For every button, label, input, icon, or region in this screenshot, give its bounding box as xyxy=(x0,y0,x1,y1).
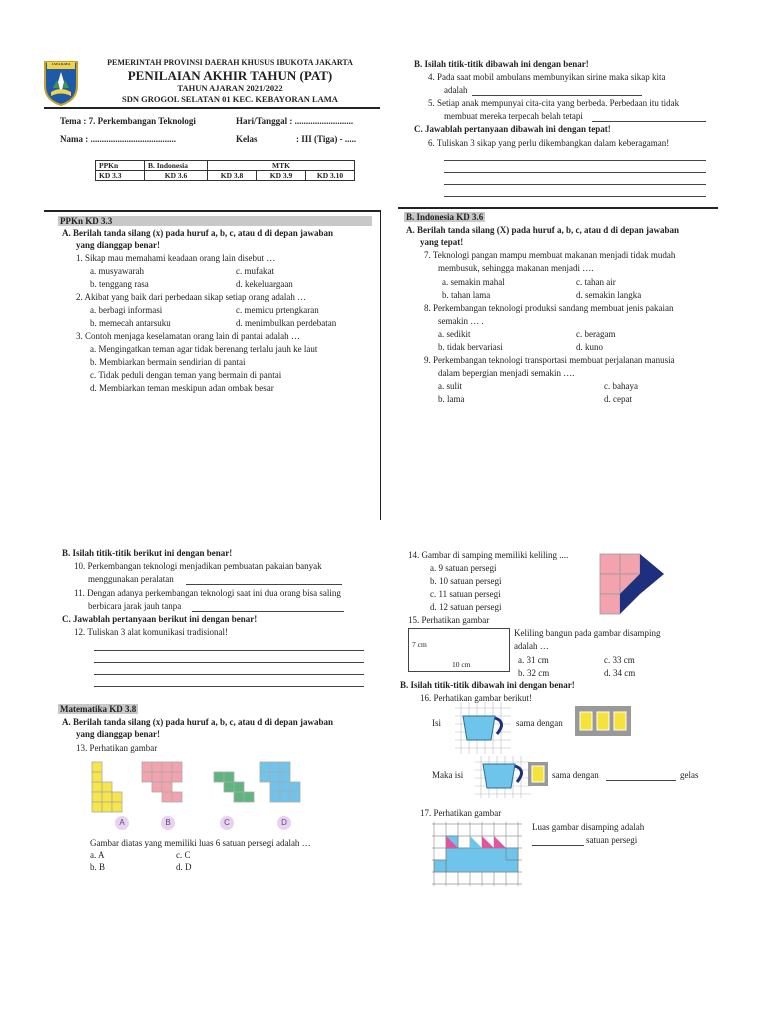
kd-code: KD 3.10 xyxy=(306,171,355,181)
option[interactable]: a. Mengingatkan teman agar tidak berenang terlalu jauh ke laut xyxy=(90,344,318,354)
glasses-image xyxy=(575,706,631,736)
logo-caption: JAYA RAYA xyxy=(51,62,71,66)
instruction-a-cont: yang dianggap benar! xyxy=(76,729,161,739)
question-12: 12. Tuliskan 3 alat komunikasi tradisional! xyxy=(74,627,228,637)
instruction-a-cont: yang dianggap benar! xyxy=(76,240,161,250)
answer-line[interactable] xyxy=(444,196,706,197)
answer-line[interactable] xyxy=(94,662,364,663)
pitcher-grid-image-2 xyxy=(475,756,531,798)
section-ppkn: PPKn KD 3.3 xyxy=(58,216,372,226)
section-mtk: Matematika KD 3.8 xyxy=(60,704,137,714)
option[interactable]: d. kekeluargaan xyxy=(236,279,293,289)
option[interactable]: d. 34 cm xyxy=(604,668,636,678)
question-10-cont: menggunakan peralatan xyxy=(88,574,174,584)
gelas-label: gelas xyxy=(680,770,699,780)
instruction-a-cont: yang tepat! xyxy=(420,237,464,247)
option[interactable]: a. semakin mahal xyxy=(442,277,505,287)
option[interactable]: b. tenggang rasa xyxy=(90,279,149,289)
option[interactable]: d. kuno xyxy=(576,342,603,352)
tema-field: Tema : 7. Perkembangan Teknologi xyxy=(60,116,196,126)
answer-line[interactable] xyxy=(94,686,364,687)
question-5: 5. Setiap anak mempunyai cita-cita yang berbeda. Perbedaan itu tidak xyxy=(428,98,680,108)
header-year: TAHUN AJARAN 2021/2022 xyxy=(177,83,283,93)
answer-line[interactable] xyxy=(592,121,706,122)
kd-code: KD 3.6 xyxy=(145,171,208,181)
question-9-cont: dalam bepergian menjadi semakin …. xyxy=(438,368,575,378)
question-3: 3. Contoh menjaga keselamatan orang lain di pantai adalah … xyxy=(76,331,300,341)
instruction-b: B. Isilah titik-titik dibawah ini dengan benar! xyxy=(414,59,589,69)
pitcher-grid-image xyxy=(455,702,511,754)
isi-label: Isi xyxy=(432,718,441,728)
option[interactable]: c. tahan air xyxy=(576,277,616,287)
question-10: 10. Perkembangan teknologi menjadikan pembuatan pakaian banyak xyxy=(74,561,322,571)
option[interactable]: b. 32 cm xyxy=(518,668,550,678)
option[interactable]: a. 9 satuan persegi xyxy=(430,563,497,573)
option[interactable]: b. Membiarkan bermain sendirian di pantai xyxy=(90,357,246,367)
kd-code: KD 3.9 xyxy=(257,171,306,181)
option[interactable]: c. beragam xyxy=(576,329,616,339)
option[interactable]: a. sulit xyxy=(438,381,462,391)
instruction-a: A. Berilah tanda silang (x) pada huruf a, b, c, atau d di depan jawaban xyxy=(62,228,334,238)
question-11: 11. Dengan adanya perkembangan teknologi saat ini dua orang bisa saling xyxy=(74,588,341,598)
option[interactable]: d. menimbulkan perdebatan xyxy=(236,318,337,328)
question-17-text: Luas gambar disamping adalah xyxy=(532,822,645,832)
option[interactable]: c. mufakat xyxy=(236,266,274,276)
answer-line[interactable] xyxy=(472,95,642,96)
question-16: 16. Perhatikan gambar berikut! xyxy=(420,693,532,703)
question-15: 15. Perhatikan gambar xyxy=(408,615,490,625)
question-2: 2. Akibat yang baik dari perbedaan sikap setiap orang adalah … xyxy=(76,292,307,302)
option[interactable]: b. B xyxy=(90,862,106,872)
question-13: 13. Perhatikan gambar xyxy=(76,743,158,753)
option[interactable]: b. tidak bervariasi xyxy=(438,342,503,352)
option[interactable]: b. memecah antarsuku xyxy=(90,318,171,328)
question-4: 4. Pada saat mobil ambulans membunyikan sirine maka sikap kita xyxy=(428,72,666,82)
kd-table xyxy=(95,160,355,181)
info-divider xyxy=(44,210,380,212)
kd-header-ppkn: PPKn xyxy=(96,161,145,171)
question-17-text-cont: satuan persegi xyxy=(586,835,638,845)
question-9: 9. Perkembangan teknologi transportasi membuat perjalanan manusia xyxy=(424,355,675,365)
kd-code: KD 3.8 xyxy=(208,171,257,181)
option[interactable]: c. 11 satuan persegi xyxy=(430,589,501,599)
question-11-cont: berbicara jarak jauh tanpa xyxy=(88,601,182,611)
area-grid-figure xyxy=(432,822,524,886)
question-1: 1. Sikap mau memahami keadaan orang lain disebut … xyxy=(76,253,276,263)
rect-width-label: 10 cm xyxy=(452,660,471,669)
kd-header-mtk: MTK xyxy=(208,161,355,171)
column-divider xyxy=(380,210,381,520)
option[interactable]: c. 33 cm xyxy=(604,655,635,665)
question-7: 7. Teknologi pangan mampu membuat makanan menjadi tidak mudah xyxy=(424,250,676,260)
header-school: SDN GROGOL SELATAN 01 KEC. KEBAYORAN LAMA xyxy=(122,94,338,104)
shape-label-d[interactable]: D xyxy=(277,816,291,830)
answer-line[interactable] xyxy=(94,674,364,675)
option[interactable]: b. tahan lama xyxy=(442,290,491,300)
single-glass-image xyxy=(528,762,548,786)
option[interactable]: d. D xyxy=(176,862,192,872)
answer-line[interactable] xyxy=(606,780,676,781)
option[interactable]: a. musyawarah xyxy=(90,266,144,276)
perimeter-figure xyxy=(598,552,666,616)
answer-line[interactable] xyxy=(192,611,344,612)
option[interactable]: c. memicu prtengkaran xyxy=(236,305,319,315)
option[interactable]: b. lama xyxy=(438,394,465,404)
option[interactable]: c. C xyxy=(176,850,191,860)
answer-line[interactable] xyxy=(444,160,706,161)
sama-label-2: sama dengan xyxy=(552,770,599,780)
kd-code: KD 3.3 xyxy=(96,171,145,181)
section-bindo: B. Indonesia KD 3.6 xyxy=(406,212,484,222)
option[interactable]: d. Membiarkan teman meskipun adan ombak besar xyxy=(90,383,274,393)
sama-label: sama dengan xyxy=(516,718,563,728)
question-7-cont: membusuk, sehingga makanan menjadi …. xyxy=(438,263,594,273)
question-17: 17. Perhatikan gambar xyxy=(420,808,502,818)
rect-height-label: 7 cm xyxy=(412,640,427,649)
question-5-cont: membuat mereka terpecah belah tetapi xyxy=(444,111,583,121)
question-15-text: Keliling bangun pada gambar disamping xyxy=(514,628,661,638)
question-13-text: Gambar diatas yang memiliki luas 6 satuan persegi adalah … xyxy=(90,838,311,848)
option[interactable]: c. bahaya xyxy=(604,381,638,391)
hari-field[interactable]: Hari/Tanggal : .......................... xyxy=(236,116,354,126)
header-line1: PEMERINTAH PROVINSI DAERAH KHUSUS IBUKOTA JAKARTA xyxy=(107,58,353,67)
question-8: 8. Perkembangan teknologi produksi sandang membuat jenis pakaian xyxy=(424,303,674,313)
answer-line[interactable] xyxy=(444,172,706,173)
answer-line[interactable] xyxy=(444,184,706,185)
instruction-c: C. Jawablah pertanyaan dibawah ini dengan tepat! xyxy=(414,124,611,134)
instruction-b: B. Isilah titik-titik berikut ini dengan benar! xyxy=(62,548,233,558)
instruction-c: C. Jawablah pertanyaan berikut ini dengan benar! xyxy=(62,614,258,624)
kd-header-bindo: B. Indonesia xyxy=(145,161,208,171)
answer-line[interactable] xyxy=(94,650,364,651)
option[interactable]: a. 31 cm xyxy=(518,655,549,665)
kelas-label: Kelas xyxy=(236,134,258,144)
question-6: 6. Tuliskan 3 sikap yang perlu dikembangkan dalam keberagaman! xyxy=(428,138,670,148)
shape-grids xyxy=(88,758,318,814)
kelas-value[interactable]: : III (Tiga) - ..... xyxy=(296,134,357,144)
option[interactable]: a. A xyxy=(90,850,105,860)
right-divider xyxy=(398,207,718,209)
option[interactable]: d. 12 satuan persegi xyxy=(430,602,502,612)
option[interactable]: b. 10 satuan persegi xyxy=(430,576,502,586)
nama-field[interactable]: Nama : ...................................... xyxy=(60,134,176,144)
shape-label-b[interactable]: B xyxy=(161,816,175,830)
option[interactable]: a. berbagi informasi xyxy=(90,305,163,315)
option[interactable]: d. semakin langka xyxy=(576,290,642,300)
question-14: 14. Gambar di samping memiliki keliling .... xyxy=(408,550,569,560)
answer-line[interactable] xyxy=(186,584,342,585)
instruction-b: B. Isilah titik-titik dibawah ini dengan benar! xyxy=(400,680,575,690)
page-title: PENILAIAN AKHIR TAHUN (PAT) xyxy=(127,68,333,83)
shape-label-c[interactable]: C xyxy=(220,816,234,830)
question-15-text-cont: adalah … xyxy=(514,641,549,651)
question-4-cont: adalah xyxy=(444,85,468,95)
maka-isi-label: Maka isi xyxy=(432,770,464,780)
question-8-cont: semakin … . xyxy=(438,316,484,326)
option[interactable]: c. Tidak peduli dengan teman yang bermain di pantai xyxy=(90,370,282,380)
option[interactable]: d. cepat xyxy=(604,394,632,404)
option[interactable]: a. sedikit xyxy=(438,329,471,339)
answer-line[interactable] xyxy=(532,845,584,846)
instruction-a: A. Berilah tanda silang (X) pada huruf a, b, c, atau d di depan jawaban xyxy=(406,225,680,235)
shape-label-a[interactable]: A xyxy=(115,816,129,830)
header-divider xyxy=(44,107,380,109)
instruction-a: A. Berilah tanda silang (x) pada huruf a, b, c, atau d di depan jawaban xyxy=(62,717,334,727)
